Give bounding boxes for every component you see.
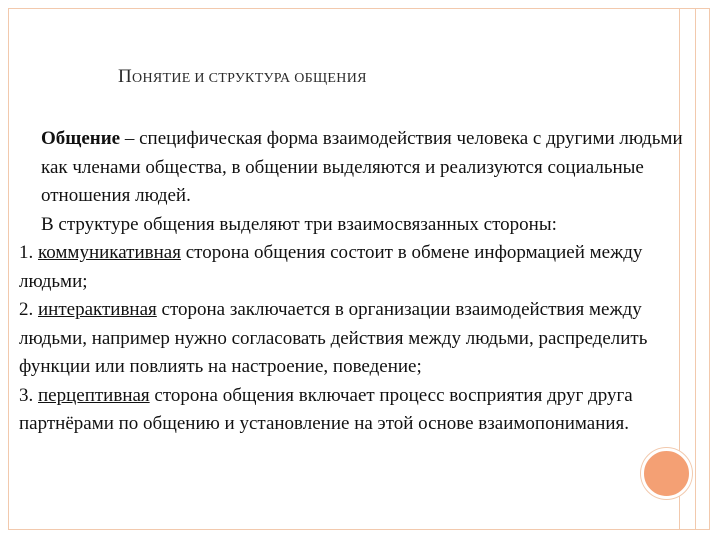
list-item-1 xyxy=(19,239,691,296)
list-item-2 xyxy=(19,296,691,382)
item-number: 2. xyxy=(19,299,38,320)
slide-title xyxy=(118,66,367,88)
slide-body xyxy=(19,125,691,439)
structure-intro: В структуре общения выделяют три взаимосвязанных стороны: xyxy=(41,213,557,235)
title-first-letter: П xyxy=(118,66,133,87)
item-term: перцептивная xyxy=(38,384,150,406)
item-term: интерактивная xyxy=(38,299,157,320)
list-item-3 xyxy=(19,382,691,439)
item-text: сторона заключается в организации взаимодействия между людьми, например нужно согласовать действия между людьми, распределить функции или повлиять на настроение, поведение; xyxy=(19,299,648,377)
definition-text: – специфическая форма взаимодействия человека с другими людьми как членами общества, в общении выделяются и реализуются социальные отношения людей. xyxy=(41,128,683,206)
item-text: сторона общения состоит в обмене информацией между людьми; xyxy=(19,242,643,292)
frame-line-outer xyxy=(695,8,696,530)
definition-term: Общение xyxy=(41,128,121,149)
title-rest: ОНЯТИЕ И СТРУКТУРА ОБЩЕНИЯ xyxy=(132,71,367,86)
definition-paragraph xyxy=(19,125,691,211)
item-text: сторона общения включает процесс восприятия друг друга партнёрами по общению и установление на этой основе взаимопонимания. xyxy=(19,384,633,434)
item-number: 3. xyxy=(19,384,38,406)
item-term: коммуникативная xyxy=(38,242,181,263)
decorative-circle xyxy=(641,448,692,499)
item-number: 1. xyxy=(19,242,38,263)
